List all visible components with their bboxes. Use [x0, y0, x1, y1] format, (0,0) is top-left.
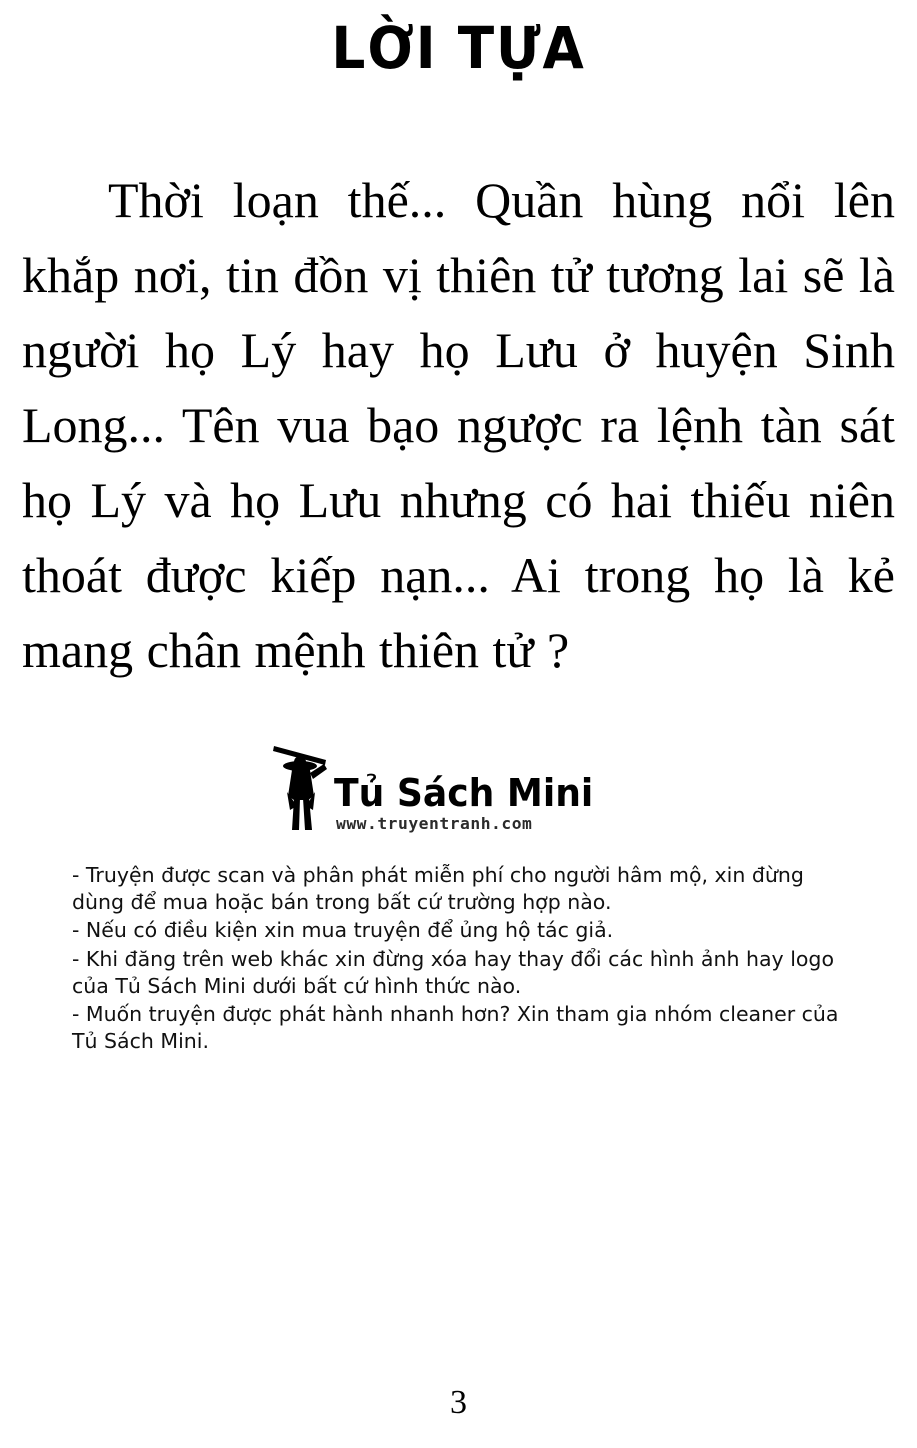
logo-url: www.truyentranh.com — [336, 813, 533, 833]
preface-paragraph — [0, 79, 917, 688]
warrior-silhouette-icon — [270, 740, 332, 832]
note-item: - Khi đăng trên web khác xin đừng xóa hay thay đổi các hình ảnh hay logo của Tủ Sách Mini dưới bất cứ hình thức nào. — [72, 946, 834, 998]
logo-text-block — [334, 770, 607, 833]
note-item: - Truyện được scan và phân phát miễn phí cho người hâm mộ, xin đừng dùng để mua hoặc bán trong bất cứ trường hợp nào. — [72, 862, 804, 915]
page-number: 3 — [450, 1384, 467, 1421]
note-item: - Nếu có điều kiện xin mua truyện để ủng hộ tác giả. — [72, 918, 614, 943]
preface-text: Thời loạn thế... Quần hùng nổi lên khắp nơi, tin đồn vị thiên tử tương lai sẽ là người họ Lý hay họ Lưu ở huyện Sinh Long... Tên vua bạo ngược ra lệnh tàn sát họ Lý và họ Lưu nhưng có hai thiếu niên thoát được kiếp nạn... Ai trong họ là kẻ mang chân mệnh thiên tử ? — [22, 171, 895, 678]
page-title: LỜI TỰA — [331, 14, 586, 82]
logo-name: Tủ Sách Mini — [334, 770, 594, 815]
note-item: - Muốn truyện được phát hành nhanh hơn? Xin tham gia nhóm cleaner của Tủ Sách Mini. — [72, 1002, 839, 1054]
notes-list — [0, 862, 917, 1056]
publisher-logo — [0, 740, 917, 832]
